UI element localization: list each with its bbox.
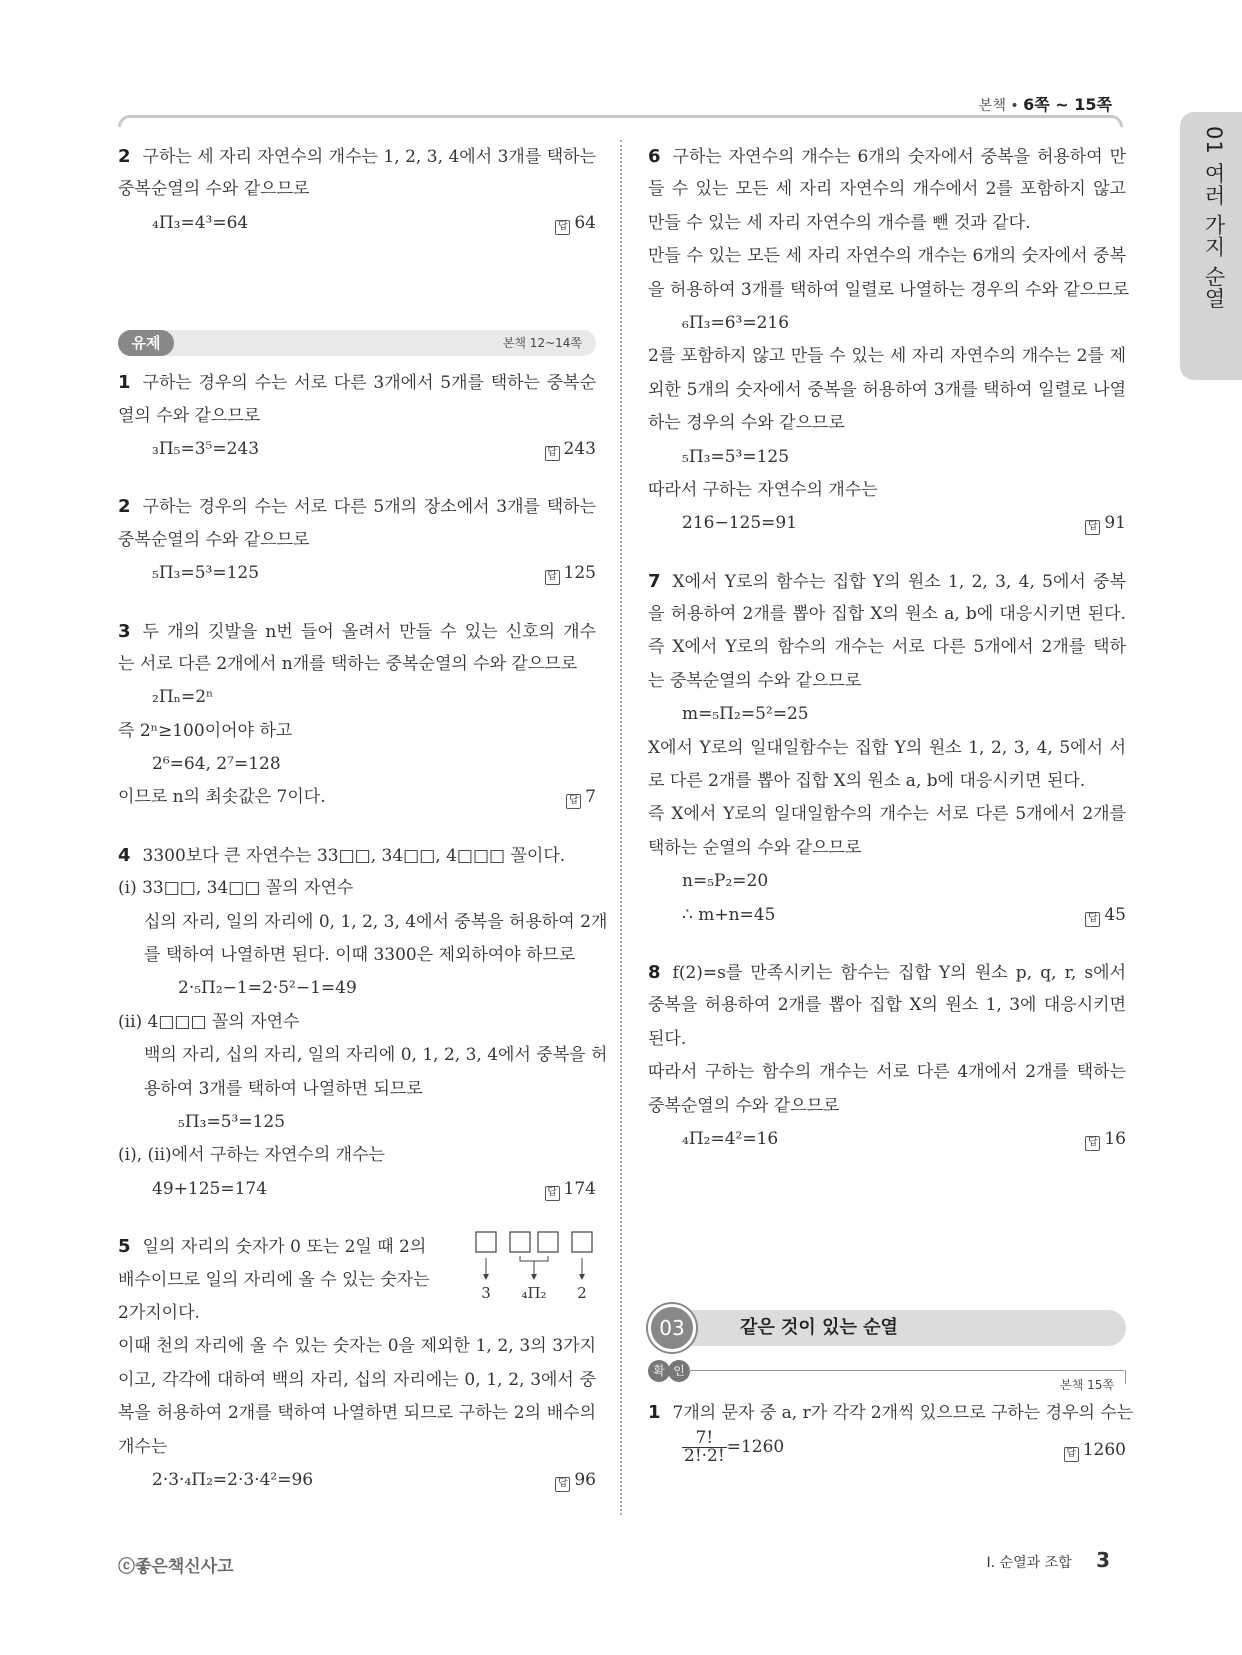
text-line: 용하여 3개를 택하여 나열하면 되므로 [144, 1078, 423, 1099]
page-number: 3 [1096, 1548, 1110, 1572]
text-line: 로 다른 2개를 뽑아 집합 X의 원소 a, b에 대응시키면 된다. [648, 771, 1086, 792]
left-column [118, 140, 608, 1497]
answer [555, 207, 596, 240]
problem-number: 2 [118, 146, 131, 167]
digit-box [572, 1232, 592, 1252]
answer [1085, 1123, 1126, 1156]
text-line: 택하는 순열의 수와 같으므로 [648, 837, 862, 858]
hwagin-label: 인 [668, 1360, 690, 1382]
top-rule [118, 115, 1123, 127]
equation: ∴ m+n=45 [682, 904, 776, 925]
yuje-problem-3 [118, 615, 596, 815]
answer-icon: 답 [566, 794, 581, 809]
fraction-denominator: 2!·2! [684, 1445, 725, 1466]
digit-box [476, 1232, 496, 1252]
text-line: 2를 포함하지 않고 만들 수 있는 세 자리 자연수의 개수는 2를 제 [648, 346, 1126, 367]
yuje-header [118, 330, 596, 356]
text-line: 구하는 세 자리 자연수의 개수는 1, 2, 3, 4에서 3개를 택하는 [142, 147, 596, 167]
text-line: 즉 2ⁿ≥100이어야 하고 [118, 720, 293, 741]
text-line: 열의 수와 같으므로 [118, 405, 261, 426]
problem-number: 2 [118, 496, 131, 518]
text-line: 3300보다 큰 자연수는 33□□, 34□□, 4□□□ 꼴이다. [142, 845, 566, 866]
text-line: 이때 천의 자리에 올 수 있는 숫자는 0을 제외한 1, 2, 3의 3가지 [118, 1336, 596, 1357]
text-line: 는 서로 다른 2개에서 n개를 택하는 중복순열의 수와 같으므로 [118, 653, 578, 674]
yuje-problem-2 [118, 490, 596, 590]
equation: ₂Πₙ=2ⁿ [152, 687, 214, 708]
text-line: 일의 자리의 숫자가 0 또는 2일 때 2의 [142, 1237, 427, 1258]
equation: m=₅Π₂=5²=25 [682, 704, 809, 725]
problem-8 [648, 956, 1126, 1156]
problem-number: 4 [118, 844, 131, 866]
text-line: 두 개의 깃발을 n번 들어 올려서 만들 수 있는 신호의 개수 [142, 621, 596, 642]
answer-icon: 답 [555, 1477, 570, 1492]
answer-icon: 답 [1085, 1136, 1100, 1151]
text-line: (ii) 4□□□ 꼴의 자연수 [118, 1011, 300, 1032]
right-column [648, 140, 1134, 1470]
diagram-label: 2 [577, 1284, 587, 1303]
text-line: (i) 33□□, 34□□ 꼴의 자연수 [118, 878, 354, 899]
column-divider [620, 140, 622, 1515]
answer [545, 557, 596, 590]
answer-icon: 답 [545, 570, 560, 585]
text-line: 구하는 자연수의 개수는 6개의 숫자에서 중복을 허용하여 만 [672, 147, 1126, 167]
equation: 2⁶=64, 2⁷=128 [152, 754, 281, 775]
problem-6 [648, 140, 1130, 541]
problem-7 [648, 565, 1126, 932]
digit-box [510, 1232, 530, 1252]
answer-value: 125 [563, 563, 596, 584]
hwagin-tick [1125, 1370, 1126, 1384]
answer-value: 1260 [1082, 1439, 1126, 1460]
arrow-head [579, 1274, 585, 1280]
diagram-label: ₄Π₂ [521, 1284, 547, 1303]
text-line: 이고, 각각에 대하여 백의 자리, 십의 자리에는 0, 1, 2, 3에서 중 [118, 1369, 596, 1390]
problem-number: 7 [648, 570, 661, 592]
text-line: 7개의 문자 중 a, r가 각각 2개씩 있으므로 구하는 경우의 수는 [672, 1403, 1134, 1424]
fraction-equation [648, 1427, 1126, 1470]
text-line: 십의 자리, 일의 자리에 0, 1, 2, 3, 4에서 중복을 허용하여 2개 [144, 911, 608, 932]
footer-chapter-label: I. 순열과 조합 [986, 1555, 1072, 1571]
hwagin-problem-1 [648, 1396, 1134, 1469]
equation: 2·₅Π₂−1=2·5²−1=49 [178, 978, 357, 999]
text-line: 따라서 구하는 자연수의 개수는 [648, 479, 878, 500]
chapter-side-tab-label: 01 여러 가지 순열 [1202, 126, 1226, 310]
equation: ₅Π₃=5³=125 [178, 1111, 286, 1132]
answer-value: 64 [574, 212, 596, 233]
arrow-head [483, 1274, 489, 1280]
yuje-problem-4 [118, 839, 608, 1206]
text-line: 즉 X에서 Y로의 함수의 개수는 서로 다른 5개에서 2개를 택하 [648, 637, 1126, 658]
problem-number: 5 [118, 1236, 131, 1258]
hwagin-rule [688, 1370, 1124, 1371]
answer-icon: 답 [1064, 1447, 1079, 1462]
text-line: 중복을 허용하여 2개를 뽑아 집합 X의 원소 1, 3에 대응시키면 [648, 995, 1126, 1016]
answer-icon: 답 [545, 1186, 560, 1201]
text-line: 을 허용하여 2개를 뽑아 집합 X의 원소 a, b에 대응시키면 된다. [648, 604, 1126, 625]
text-line: f(2)=s를 만족시키는 함수는 집합 Y의 원소 p, q, r, s에서 [672, 962, 1126, 983]
answer-icon: 답 [1085, 520, 1100, 535]
fraction [682, 1427, 727, 1466]
answer [545, 433, 596, 466]
answer-value: 243 [563, 438, 596, 459]
answer-value: 96 [574, 1469, 596, 1490]
text-line: 을 허용하여 3개를 택하여 일렬로 나열하는 경우의 수와 같으므로 [648, 279, 1130, 300]
arrow-head [531, 1274, 537, 1280]
page-reference [979, 92, 1112, 115]
problem-number: 1 [648, 1402, 661, 1424]
text-line: 외한 5개의 숫자에서 중복을 허용하여 3개를 택하여 일렬로 나열 [648, 379, 1126, 400]
diagram-label: 3 [481, 1284, 491, 1303]
equation: ₄Π₃=4³=64 [152, 212, 249, 233]
text-line: 복을 허용하여 2개를 택하여 나열하면 되므로 구하는 2의 배수의 [118, 1403, 596, 1424]
section-number: 03 [648, 1304, 696, 1352]
text-line: 하는 경우의 수와 같으므로 [648, 413, 845, 434]
text-line: 는 중복순열의 수와 같으므로 [648, 670, 862, 691]
answer [1085, 899, 1126, 932]
problem-number: 8 [648, 961, 661, 983]
answer-value: 45 [1104, 904, 1126, 925]
answer [555, 1464, 596, 1497]
text-line: 된다. [648, 1028, 687, 1049]
text-line: (i), (ii)에서 구하는 자연수의 개수는 [118, 1145, 385, 1166]
yuje-label: 유제 [118, 330, 174, 356]
equation: ₅Π₃=5³=125 [682, 446, 790, 467]
text-line: 를 택하여 나열하면 된다. 이때 3300은 제외하여야 하므로 [144, 945, 576, 966]
problem-number: 3 [118, 620, 131, 642]
text-line: X에서 Y로의 일대일함수는 집합 Y의 원소 1, 2, 3, 4, 5에서 서 [648, 737, 1126, 758]
answer-icon: 답 [555, 220, 570, 235]
answer-icon: 답 [1085, 912, 1100, 927]
equation: 49+125=174 [152, 1178, 268, 1199]
text-line: 배수이므로 일의 자리에 올 수 있는 숫자는 [118, 1269, 430, 1290]
text-line: 즉 X에서 Y로의 일대일함수의 개수는 서로 다른 5개에서 2개를 [648, 804, 1126, 825]
text-line: 따라서 구하는 함수의 개수는 서로 다른 4개에서 2개를 택하는 [648, 1062, 1126, 1083]
text-line: 백의 자리, 십의 자리, 일의 자리에 0, 1, 2, 3, 4에서 중복을 허 [144, 1045, 608, 1066]
yuje-ref: 본책 12~14쪽 [502, 336, 582, 351]
publisher-logo: ⓒ좋은책신사고 [118, 1557, 234, 1577]
equation: ₄Π₂=4²=16 [682, 1128, 779, 1149]
yuje-problem-1 [118, 366, 596, 466]
problem-2 [118, 140, 596, 240]
bracket [520, 1256, 548, 1261]
digit-box [538, 1232, 558, 1252]
section-title: 같은 것이 있는 순열 [740, 1317, 898, 1339]
answer [1064, 1430, 1126, 1470]
equation: 2·3·₄Π₂=2·3·4²=96 [152, 1469, 314, 1490]
problem-number: 6 [648, 146, 661, 167]
answer [566, 781, 596, 814]
text-line: X에서 Y로의 함수는 집합 Y의 원소 1, 2, 3, 4, 5에서 중복 [672, 571, 1126, 592]
equation: ₆Π₃=6³=216 [682, 312, 790, 333]
hwagin-label: 확 [648, 1360, 670, 1382]
text-line: 2가지이다. [118, 1302, 200, 1323]
hwagin-header [648, 1360, 1126, 1393]
answer-value: 174 [563, 1178, 596, 1199]
text-line: 구하는 경우의 수는 서로 다른 5개의 장소에서 3개를 택하는 [142, 497, 596, 518]
text-line: 중복순열의 수와 같으므로 [648, 1095, 840, 1116]
ref-range: 6쪽 ~ 15쪽 [1023, 95, 1112, 114]
answer [1085, 507, 1126, 540]
equation: ₅Π₃=5³=125 [152, 563, 260, 584]
text-line: 중복순열의 수와 같으므로 [118, 529, 310, 550]
answer-value: 91 [1104, 513, 1126, 534]
text-line: 중복순열의 수와 같으므로 [118, 179, 310, 200]
hwagin-ref: 본책 15쪽 [1060, 1378, 1114, 1393]
text-line: 만들 수 있는 세 자리 자연수의 개수를 뺀 것과 같다. [648, 212, 1031, 233]
chapter-side-tab[interactable] [1180, 112, 1242, 380]
text-line: 만들 수 있는 모든 세 자리 자연수의 개수는 6개의 숫자에서 중복 [648, 246, 1126, 267]
equation: 216−125=91 [682, 513, 798, 534]
problem-number: 1 [118, 372, 131, 394]
text-line: 이므로 n의 최솟값은 7이다. [118, 787, 326, 808]
text-line: 들 수 있는 모든 세 자리 자연수의 개수에서 2를 포함하지 않고 [648, 179, 1126, 200]
footer-chapter [987, 1548, 1110, 1572]
equation: ₃Π₅=3⁵=243 [152, 438, 260, 459]
equation: n=₅P₂=20 [682, 871, 769, 892]
fraction-result: =1260 [726, 1436, 785, 1457]
answer-value: 7 [585, 787, 596, 808]
text-line: 구하는 경우의 수는 서로 다른 3개에서 5개를 택하는 중복순 [142, 373, 596, 394]
yuje-problem-5 [118, 1230, 596, 1497]
fraction-numerator: 7! [682, 1430, 727, 1448]
answer [545, 1173, 596, 1206]
ref-prefix: 본책 • [978, 98, 1019, 114]
section-header [648, 1304, 1126, 1352]
text-line: 개수는 [118, 1436, 168, 1457]
answer-icon: 답 [545, 446, 560, 461]
answer-value: 16 [1104, 1128, 1126, 1149]
